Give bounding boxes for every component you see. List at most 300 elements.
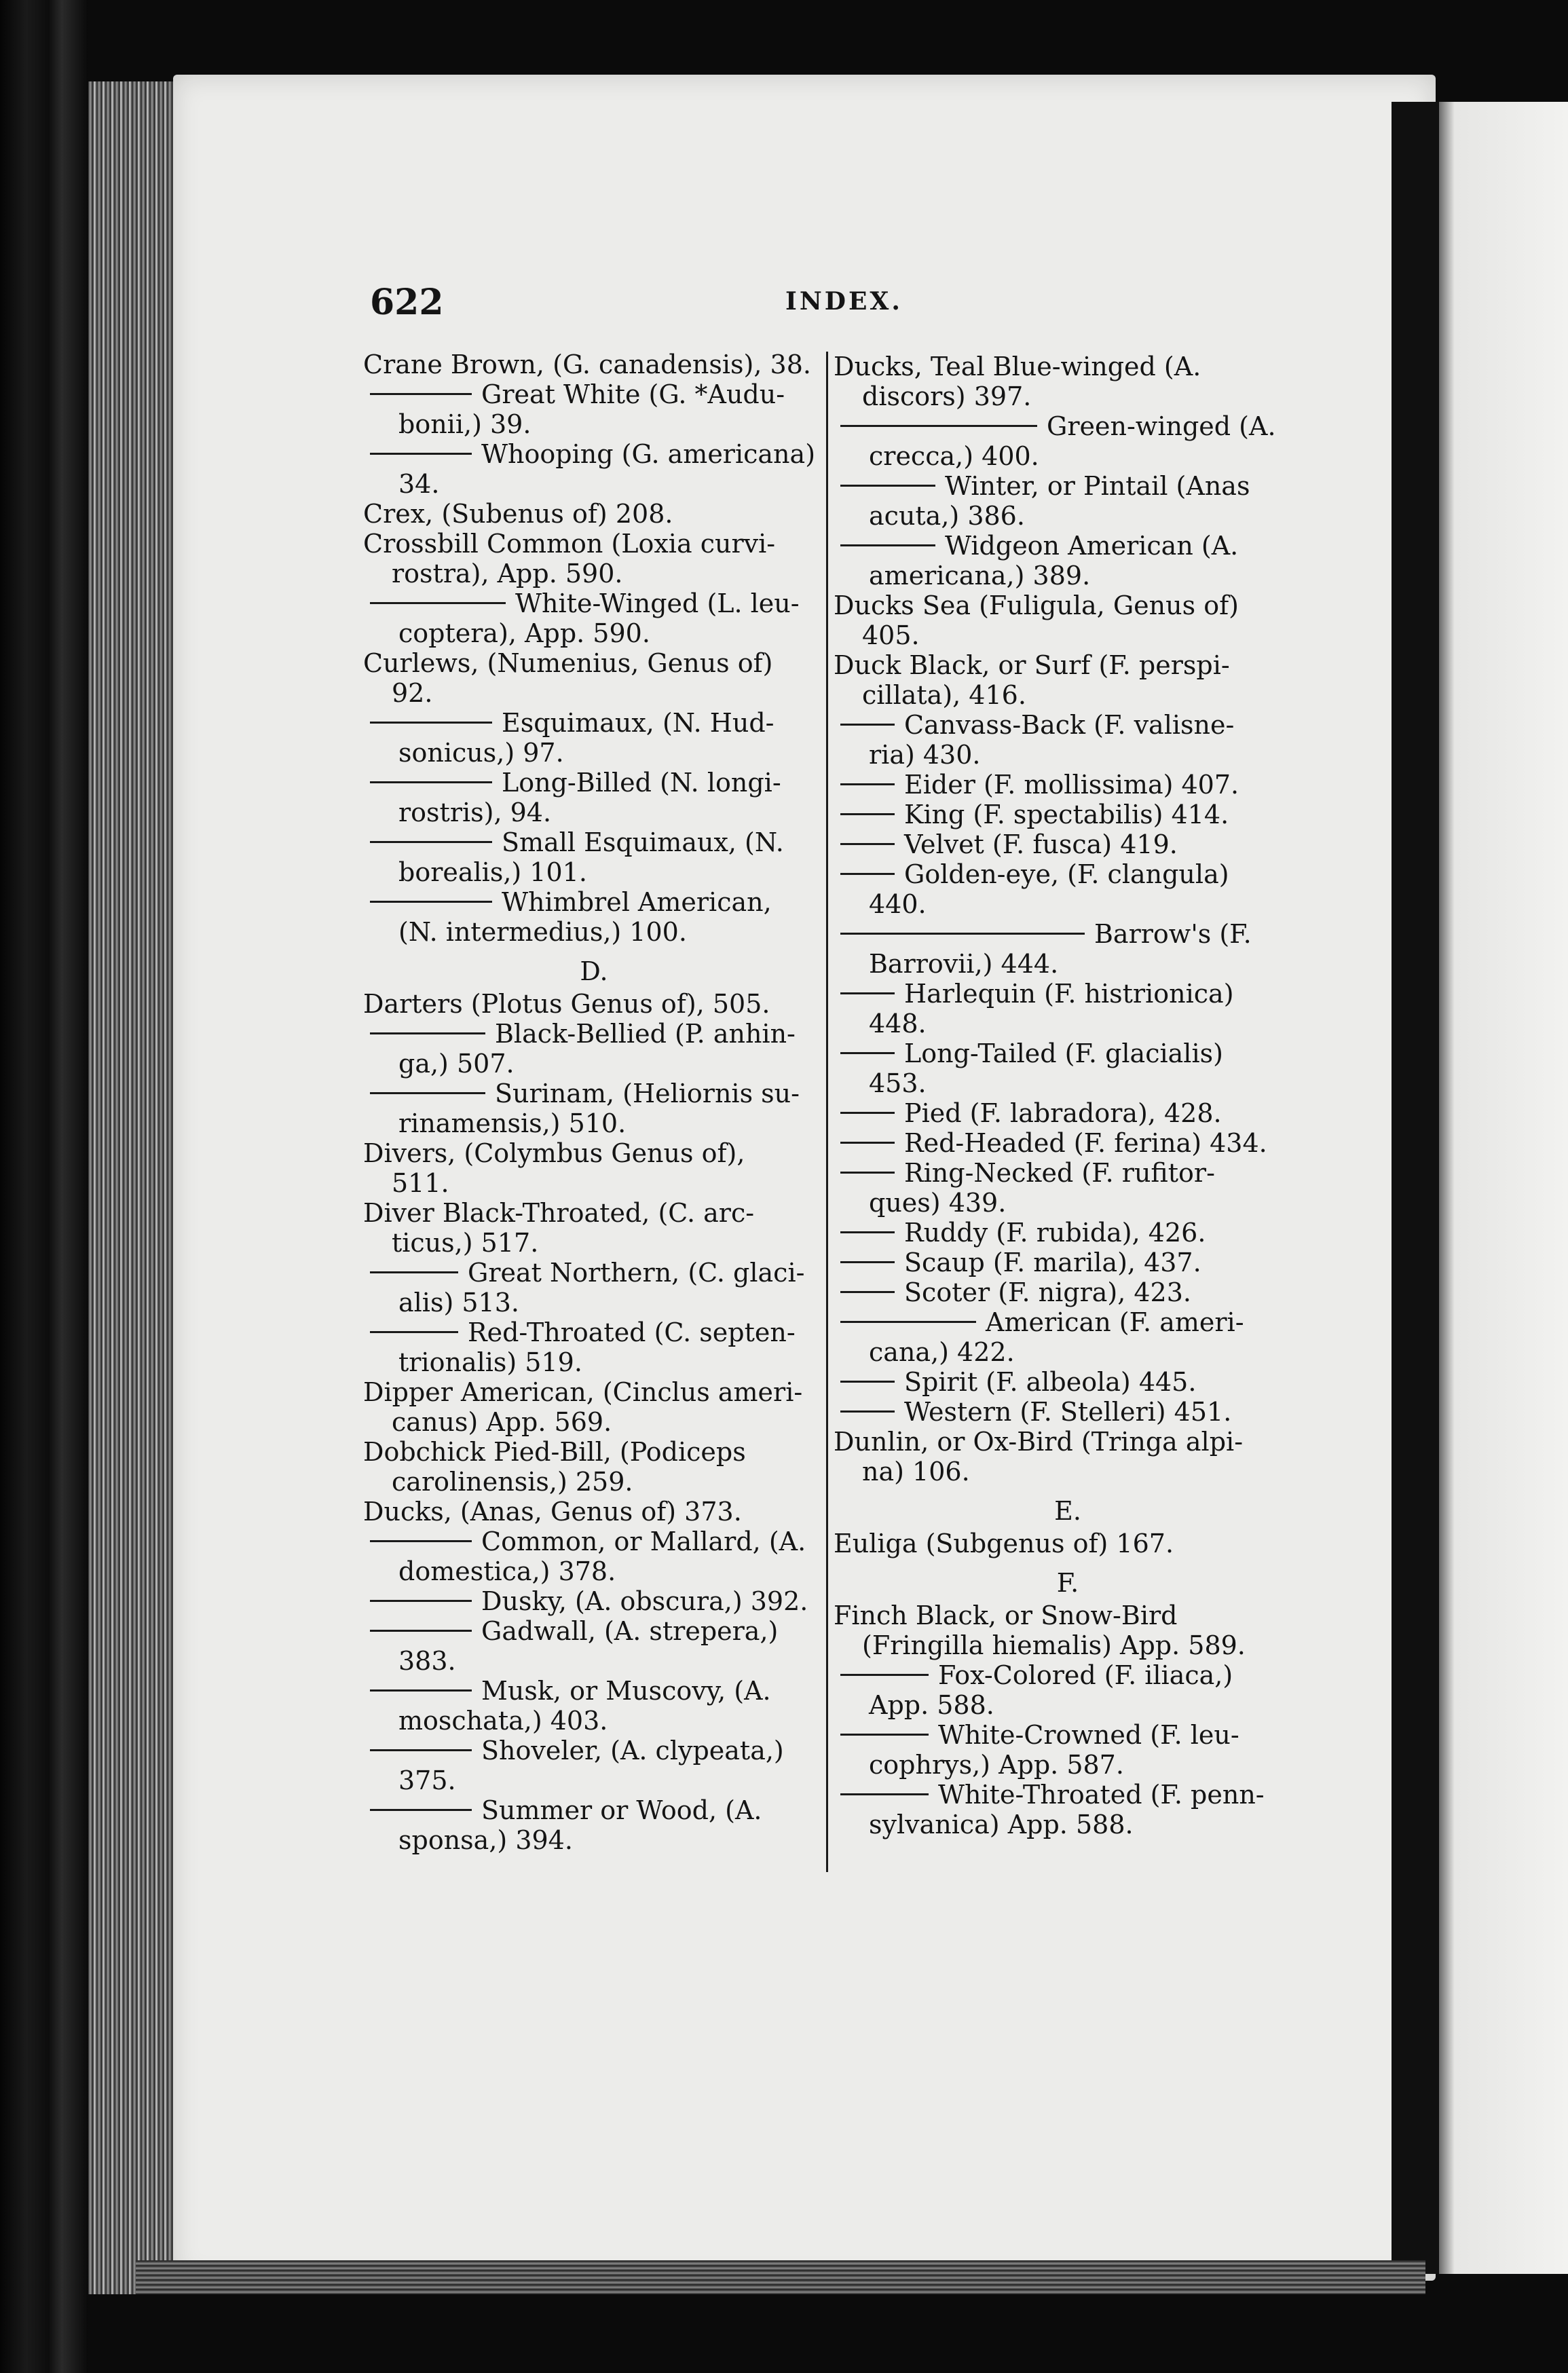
entry-text: Scoter (F. nigra), 423. (904, 1277, 1191, 1307)
entry-line (370, 708, 825, 738)
entry-text: Western (F. Stelleri) 451. (904, 1397, 1232, 1427)
entry-text: 453. (869, 1068, 927, 1098)
entry-line (840, 800, 1302, 829)
entry-text: Canvass-Back (F. valisne- (904, 710, 1235, 740)
entry-text: Pied (F. labradora), 428. (904, 1098, 1222, 1128)
page-header (370, 282, 1307, 322)
entry-text: 405. (862, 620, 920, 650)
index-entry (363, 350, 825, 379)
entry-text: Eider (F. mollissima) 407. (904, 770, 1239, 800)
entry-text: ria) 430. (869, 740, 981, 770)
section-letter (834, 1496, 1302, 1526)
entry-turnover-line (840, 740, 1302, 770)
entry-turnover-line (370, 1347, 825, 1377)
ditto-dash (370, 393, 472, 395)
entry-line (370, 887, 825, 917)
entry-line (363, 1377, 825, 1407)
entry-line (834, 1529, 1302, 1558)
entry-text: 383. (398, 1646, 456, 1676)
entry-line (834, 1601, 1302, 1630)
entry-text: acuta,) 386. (869, 501, 1025, 531)
entry-line (370, 1676, 825, 1706)
entry-text: rostris), 94. (398, 798, 552, 827)
index-subentry (363, 768, 825, 827)
entry-turnover-line (370, 1556, 825, 1586)
entry-turnover-line (840, 1009, 1302, 1039)
entry-text: Gadwall, (A. strepera,) (481, 1616, 779, 1646)
entry-text: Winter, or Pintail (Anas (945, 471, 1250, 501)
index-subentry (834, 531, 1302, 591)
entry-line (370, 1616, 825, 1646)
entry-text: Red-Headed (F. ferina) 434. (904, 1128, 1267, 1158)
entry-text: Finch Black, or Snow-Bird (834, 1601, 1178, 1630)
index-subentry (834, 770, 1302, 800)
ditto-dash (840, 1321, 976, 1323)
ditto-dash (370, 602, 506, 604)
entry-line (840, 411, 1302, 441)
ditto-dash (840, 992, 895, 994)
entry-text: Golden-eye, (F. clangula) (904, 859, 1229, 889)
entry-turnover-line (840, 889, 1302, 919)
entry-line (840, 1039, 1302, 1068)
ditto-dash (840, 1231, 895, 1233)
entry-text: Dusky, (A. obscura,) 392. (481, 1586, 808, 1616)
entry-line (840, 1307, 1302, 1337)
entry-line (363, 499, 825, 529)
entry-text: Ring-Necked (F. rufitor- (904, 1158, 1215, 1188)
facing-page-edge (1439, 102, 1568, 2274)
entry-turnover-line (840, 1810, 1302, 1839)
entry-turnover-line (363, 1168, 825, 1198)
entry-turnover-line (840, 1188, 1302, 1218)
entry-turnover-line (370, 917, 825, 947)
ditto-dash (840, 1052, 895, 1054)
entry-line (370, 1795, 825, 1825)
entry-text: Dunlin, or Ox-Bird (Tringa alpi- (834, 1427, 1244, 1457)
entry-text: 92. (392, 678, 433, 708)
entry-text: Harlequin (F. histrionica) (904, 979, 1234, 1009)
entry-turnover-line (834, 1630, 1302, 1660)
section-letter (363, 956, 825, 986)
entry-line (840, 829, 1302, 859)
entry-text: Shoveler, (A. clypeata,) (481, 1736, 784, 1765)
entry-text: White-Winged (L. leu- (515, 588, 800, 618)
entry-text: coptera), App. 590. (398, 618, 650, 648)
ditto-dash (840, 1674, 929, 1676)
index-entry (834, 1601, 1302, 1660)
entry-line (840, 1367, 1302, 1397)
index-entry (363, 1377, 825, 1437)
ditto-dash (840, 1410, 895, 1413)
entry-text: Curlews, (Numenius, Genus of) (363, 648, 773, 678)
entry-line (370, 588, 825, 618)
entry-text: cophrys,) App. 587. (869, 1750, 1124, 1780)
entry-text: Widgeon American (A. (945, 531, 1239, 561)
entry-text: Musk, or Muscovy, (A. (481, 1676, 771, 1706)
entry-text: Red-Throated (C. septen- (468, 1318, 796, 1347)
section-letter-text: D. (580, 956, 608, 986)
entry-turnover-line (370, 1765, 825, 1795)
entry-text: Velvet (F. fusca) 419. (904, 829, 1178, 859)
entry-text: americana,) 389. (869, 561, 1091, 591)
entry-text: Ducks, (Anas, Genus of) 373. (363, 1497, 742, 1527)
entry-line (840, 859, 1302, 889)
ditto-dash (840, 1381, 895, 1383)
ditto-dash (370, 1749, 472, 1751)
entry-text: Euliga (Subgenus of) 167. (834, 1529, 1174, 1558)
entry-text: ga,) 507. (398, 1049, 515, 1079)
entry-turnover-line (370, 1706, 825, 1736)
entry-line (840, 1660, 1302, 1690)
index-subentry (834, 979, 1302, 1039)
ditto-dash (370, 781, 492, 783)
index-subentry (363, 1019, 825, 1079)
entry-line (370, 1258, 825, 1288)
index-subentry (834, 1367, 1302, 1397)
ditto-dash (840, 813, 895, 815)
entry-text: Great White (G. *Audu- (481, 379, 785, 409)
index-column-left (363, 350, 825, 1855)
entry-line (370, 1019, 825, 1049)
entry-line (370, 1318, 825, 1347)
ditto-dash (370, 1630, 472, 1632)
running-head: INDEX. (785, 287, 903, 316)
entry-line (840, 710, 1302, 740)
entry-line (840, 1218, 1302, 1248)
ditto-dash (840, 1261, 895, 1263)
entry-line (363, 1138, 825, 1168)
entry-line (370, 379, 825, 409)
entry-turnover-line (840, 949, 1302, 979)
index-subentry (834, 1098, 1302, 1128)
entry-text: trionalis) 519. (398, 1347, 582, 1377)
index-entry (834, 650, 1302, 710)
ditto-dash (840, 724, 895, 726)
entry-turnover-line (370, 1646, 825, 1676)
entry-text: na) 106. (862, 1457, 970, 1487)
entry-turnover-line (370, 857, 825, 887)
entry-line (840, 1397, 1302, 1427)
entry-line (370, 439, 825, 469)
ditto-dash (370, 1689, 472, 1692)
entry-text: King (F. spectabilis) 414. (904, 800, 1229, 829)
entry-line (840, 1098, 1302, 1128)
index-subentry (363, 1676, 825, 1736)
index-subentry (363, 827, 825, 887)
entry-text: Barrovii,) 444. (869, 949, 1059, 979)
entry-text: Small Esquimaux, (N. (502, 827, 784, 857)
entry-text: discors) 397. (862, 381, 1032, 411)
entry-line (840, 770, 1302, 800)
entry-turnover-line (840, 1690, 1302, 1720)
entry-text: American (F. ameri- (986, 1307, 1244, 1337)
index-subentry (834, 710, 1302, 770)
index-subentry (834, 1780, 1302, 1839)
index-subentry (834, 471, 1302, 531)
ditto-dash (370, 1809, 472, 1811)
entry-line (370, 768, 825, 798)
entry-turnover-line (840, 1337, 1302, 1367)
index-subentry (363, 1079, 825, 1138)
entry-line (840, 531, 1302, 561)
entry-turnover-line (363, 1407, 825, 1437)
index-subentry (363, 887, 825, 947)
index-subentry (363, 1795, 825, 1855)
section-letter-text: F. (1056, 1568, 1079, 1598)
entry-line (840, 1248, 1302, 1277)
entry-line (840, 1158, 1302, 1188)
entry-turnover-line (840, 561, 1302, 591)
entry-line (840, 1128, 1302, 1158)
ditto-dash (370, 901, 492, 903)
entry-text: ticus,) 517. (392, 1228, 539, 1258)
entry-text: App. 588. (869, 1690, 994, 1720)
index-subentry (834, 829, 1302, 859)
index-subentry (363, 439, 825, 499)
entry-text: Green-winged (A. (1047, 411, 1276, 441)
column-rule (826, 352, 828, 1872)
entry-turnover-line (363, 1467, 825, 1497)
ditto-dash (840, 485, 935, 487)
entry-text: 375. (398, 1765, 456, 1795)
index-subentry (834, 1307, 1302, 1367)
entry-line (370, 1736, 825, 1765)
entry-text: Great Northern, (C. glaci- (468, 1258, 805, 1288)
entry-line (840, 1277, 1302, 1307)
ditto-dash (840, 843, 895, 845)
ditto-dash (840, 425, 1037, 427)
index-subentry (363, 1258, 825, 1318)
index-subentry (834, 1720, 1302, 1780)
entry-text: Darters (Plotus Genus of), 505. (363, 989, 770, 1019)
entry-line (370, 1527, 825, 1556)
ditto-dash (840, 1142, 895, 1144)
entry-text: Black-Bellied (P. anhin- (495, 1019, 796, 1049)
entry-text: White-Crowned (F. leu- (938, 1720, 1239, 1750)
entry-text: Crex, (Subenus of) 208. (363, 499, 673, 529)
entry-turnover-line (840, 501, 1302, 531)
ditto-dash (370, 722, 492, 724)
entry-text: Spirit (F. albeola) 445. (904, 1367, 1197, 1397)
entry-text: Ducks, Teal Blue-winged (A. (834, 352, 1201, 381)
entry-text: Crane Brown, (G. canadensis), 38. (363, 350, 811, 379)
entry-text: Dipper American, (Cinclus ameri- (363, 1377, 803, 1407)
entry-text: White-Throated (F. penn- (938, 1780, 1265, 1810)
entry-text: crecca,) 400. (869, 441, 1039, 471)
index-entry (834, 1529, 1302, 1558)
index-subentry (834, 1277, 1302, 1307)
entry-text: Crossbill Common (Loxia curvi- (363, 529, 776, 559)
ditto-dash (370, 453, 472, 455)
entry-line (840, 919, 1302, 949)
entry-turnover-line (370, 1049, 825, 1079)
entry-line (370, 1079, 825, 1108)
entry-text: moschata,) 403. (398, 1706, 608, 1736)
ditto-dash (840, 1734, 929, 1736)
entry-text: sonicus,) 97. (398, 738, 564, 768)
entry-line (363, 648, 825, 678)
section-letter (834, 1568, 1302, 1598)
index-subentry (363, 1318, 825, 1377)
entry-turnover-line (840, 1750, 1302, 1780)
ditto-dash (370, 1032, 485, 1034)
index-subentry (363, 708, 825, 768)
index-entry (834, 352, 1302, 411)
index-subentry (834, 411, 1302, 471)
entry-text: Surinam, (Heliornis su- (495, 1079, 800, 1108)
entry-text: rinamensis,) 510. (398, 1108, 627, 1138)
entry-text: Long-Billed (N. longi- (502, 768, 781, 798)
section-letter-text: E. (1054, 1496, 1081, 1526)
entry-text: Esquimaux, (N. Hud- (502, 708, 774, 738)
index-entry (363, 529, 825, 588)
index-entry (363, 1138, 825, 1198)
entry-text: Duck Black, or Surf (F. perspi- (834, 650, 1230, 680)
entry-text: Divers, (Colymbus Genus of), (363, 1138, 745, 1168)
entry-text: 511. (392, 1168, 449, 1198)
ditto-dash (370, 1271, 458, 1273)
entry-text: rostra), App. 590. (392, 559, 623, 588)
entry-text: Whimbrel American, (502, 887, 772, 917)
entry-line (834, 591, 1302, 620)
entry-turnover-line (370, 409, 825, 439)
index-subentry (834, 1158, 1302, 1218)
entry-line (363, 1497, 825, 1527)
entry-line (834, 1427, 1302, 1457)
index-subentry (834, 1397, 1302, 1427)
ditto-dash (840, 1291, 895, 1293)
index-subentry (834, 800, 1302, 829)
entry-turnover-line (834, 680, 1302, 710)
entry-text: Whooping (G. americana) (481, 439, 816, 469)
entry-text: sponsa,) 394. (398, 1825, 573, 1855)
index-subentry (363, 1736, 825, 1795)
entry-turnover-line (834, 381, 1302, 411)
index-subentry (834, 1128, 1302, 1158)
index-subentry (834, 1039, 1302, 1098)
entry-turnover-line (370, 798, 825, 827)
entry-text: sylvanica) App. 588. (869, 1810, 1134, 1839)
index-subentry (834, 1218, 1302, 1248)
index-subentry (363, 588, 825, 648)
entry-text: Barrow's (F. (1094, 919, 1252, 949)
entry-text: Common, or Mallard, (A. (481, 1527, 806, 1556)
index-entry (834, 1427, 1302, 1487)
ditto-dash (370, 1331, 458, 1333)
index-subentry (834, 1248, 1302, 1277)
ditto-dash (840, 783, 895, 785)
entry-text: 448. (869, 1009, 927, 1039)
index-entry (363, 1497, 825, 1527)
index-entry (363, 989, 825, 1019)
entry-turnover-line (370, 1108, 825, 1138)
index-entry (834, 591, 1302, 650)
entry-line (840, 1720, 1302, 1750)
index-subentry (363, 1616, 825, 1676)
entry-line (834, 650, 1302, 680)
entry-turnover-line (363, 559, 825, 588)
ditto-dash (840, 873, 895, 875)
entry-turnover-line (370, 1288, 825, 1318)
index-entry (363, 1437, 825, 1497)
entry-text: Scaup (F. marila), 437. (904, 1248, 1201, 1277)
entry-turnover-line (370, 1825, 825, 1855)
entry-text: carolinensis,) 259. (392, 1467, 633, 1497)
index-entry (363, 648, 825, 708)
ditto-dash (840, 1172, 895, 1174)
page-stack-bottom (136, 2260, 1425, 2294)
ditto-dash (370, 841, 492, 843)
ditto-dash (840, 544, 935, 546)
index-subentry (363, 1586, 825, 1616)
index-subentry (834, 1660, 1302, 1720)
entry-turnover-line (370, 618, 825, 648)
entry-turnover-line (834, 1457, 1302, 1487)
entry-line (363, 1198, 825, 1228)
entry-turnover-line (363, 678, 825, 708)
entry-text: (Fringilla hiemalis) App. 589. (862, 1630, 1246, 1660)
entry-line (363, 989, 825, 1019)
ditto-dash (840, 1793, 929, 1795)
ditto-dash (370, 1600, 472, 1602)
entry-line (840, 1780, 1302, 1810)
page-number: 622 (370, 282, 444, 323)
entry-text: canus) App. 569. (392, 1407, 612, 1437)
ditto-dash (840, 1112, 895, 1114)
ditto-dash (840, 933, 1085, 935)
ditto-dash (370, 1540, 472, 1542)
index-entry (363, 499, 825, 529)
entry-text: Diver Black-Throated, (C. arc- (363, 1198, 755, 1228)
entry-turnover-line (840, 441, 1302, 471)
entry-text: Ducks Sea (Fuligula, Genus of) (834, 591, 1239, 620)
entry-turnover-line (370, 738, 825, 768)
entry-text: Summer or Wood, (A. (481, 1795, 762, 1825)
entry-text: 440. (869, 889, 927, 919)
index-subentry (834, 859, 1302, 919)
book-spine-edge (0, 0, 88, 2373)
entry-line (370, 1586, 825, 1616)
entry-line (363, 350, 825, 379)
entry-text: cillata), 416. (862, 680, 1026, 710)
entry-text: Dobchick Pied-Bill, (Podiceps (363, 1437, 746, 1467)
entry-line (840, 471, 1302, 501)
entry-text: 34. (398, 469, 440, 499)
entry-turnover-line (840, 1068, 1302, 1098)
entry-line (834, 352, 1302, 381)
entry-text: Long-Tailed (F. glacialis) (904, 1039, 1223, 1068)
entry-text: Ruddy (F. rubida), 426. (904, 1218, 1206, 1248)
ditto-dash (370, 1092, 485, 1094)
entry-text: cana,) 422. (869, 1337, 1015, 1367)
index-column-right (834, 352, 1302, 1839)
entry-text: borealis,) 101. (398, 857, 587, 887)
entry-line (363, 529, 825, 559)
entry-turnover-line (834, 620, 1302, 650)
index-subentry (363, 379, 825, 439)
entry-line (363, 1437, 825, 1467)
entry-line (840, 979, 1302, 1009)
entry-line (370, 827, 825, 857)
entry-text: domestica,) 378. (398, 1556, 616, 1586)
index-entry (363, 1198, 825, 1258)
index-subentry (834, 919, 1302, 979)
entry-text: alis) 513. (398, 1288, 519, 1318)
entry-text: Fox-Colored (F. iliaca,) (938, 1660, 1233, 1690)
entry-text: ques) 439. (869, 1188, 1007, 1218)
book-gutter (1392, 102, 1439, 2274)
index-subentry (363, 1527, 825, 1586)
